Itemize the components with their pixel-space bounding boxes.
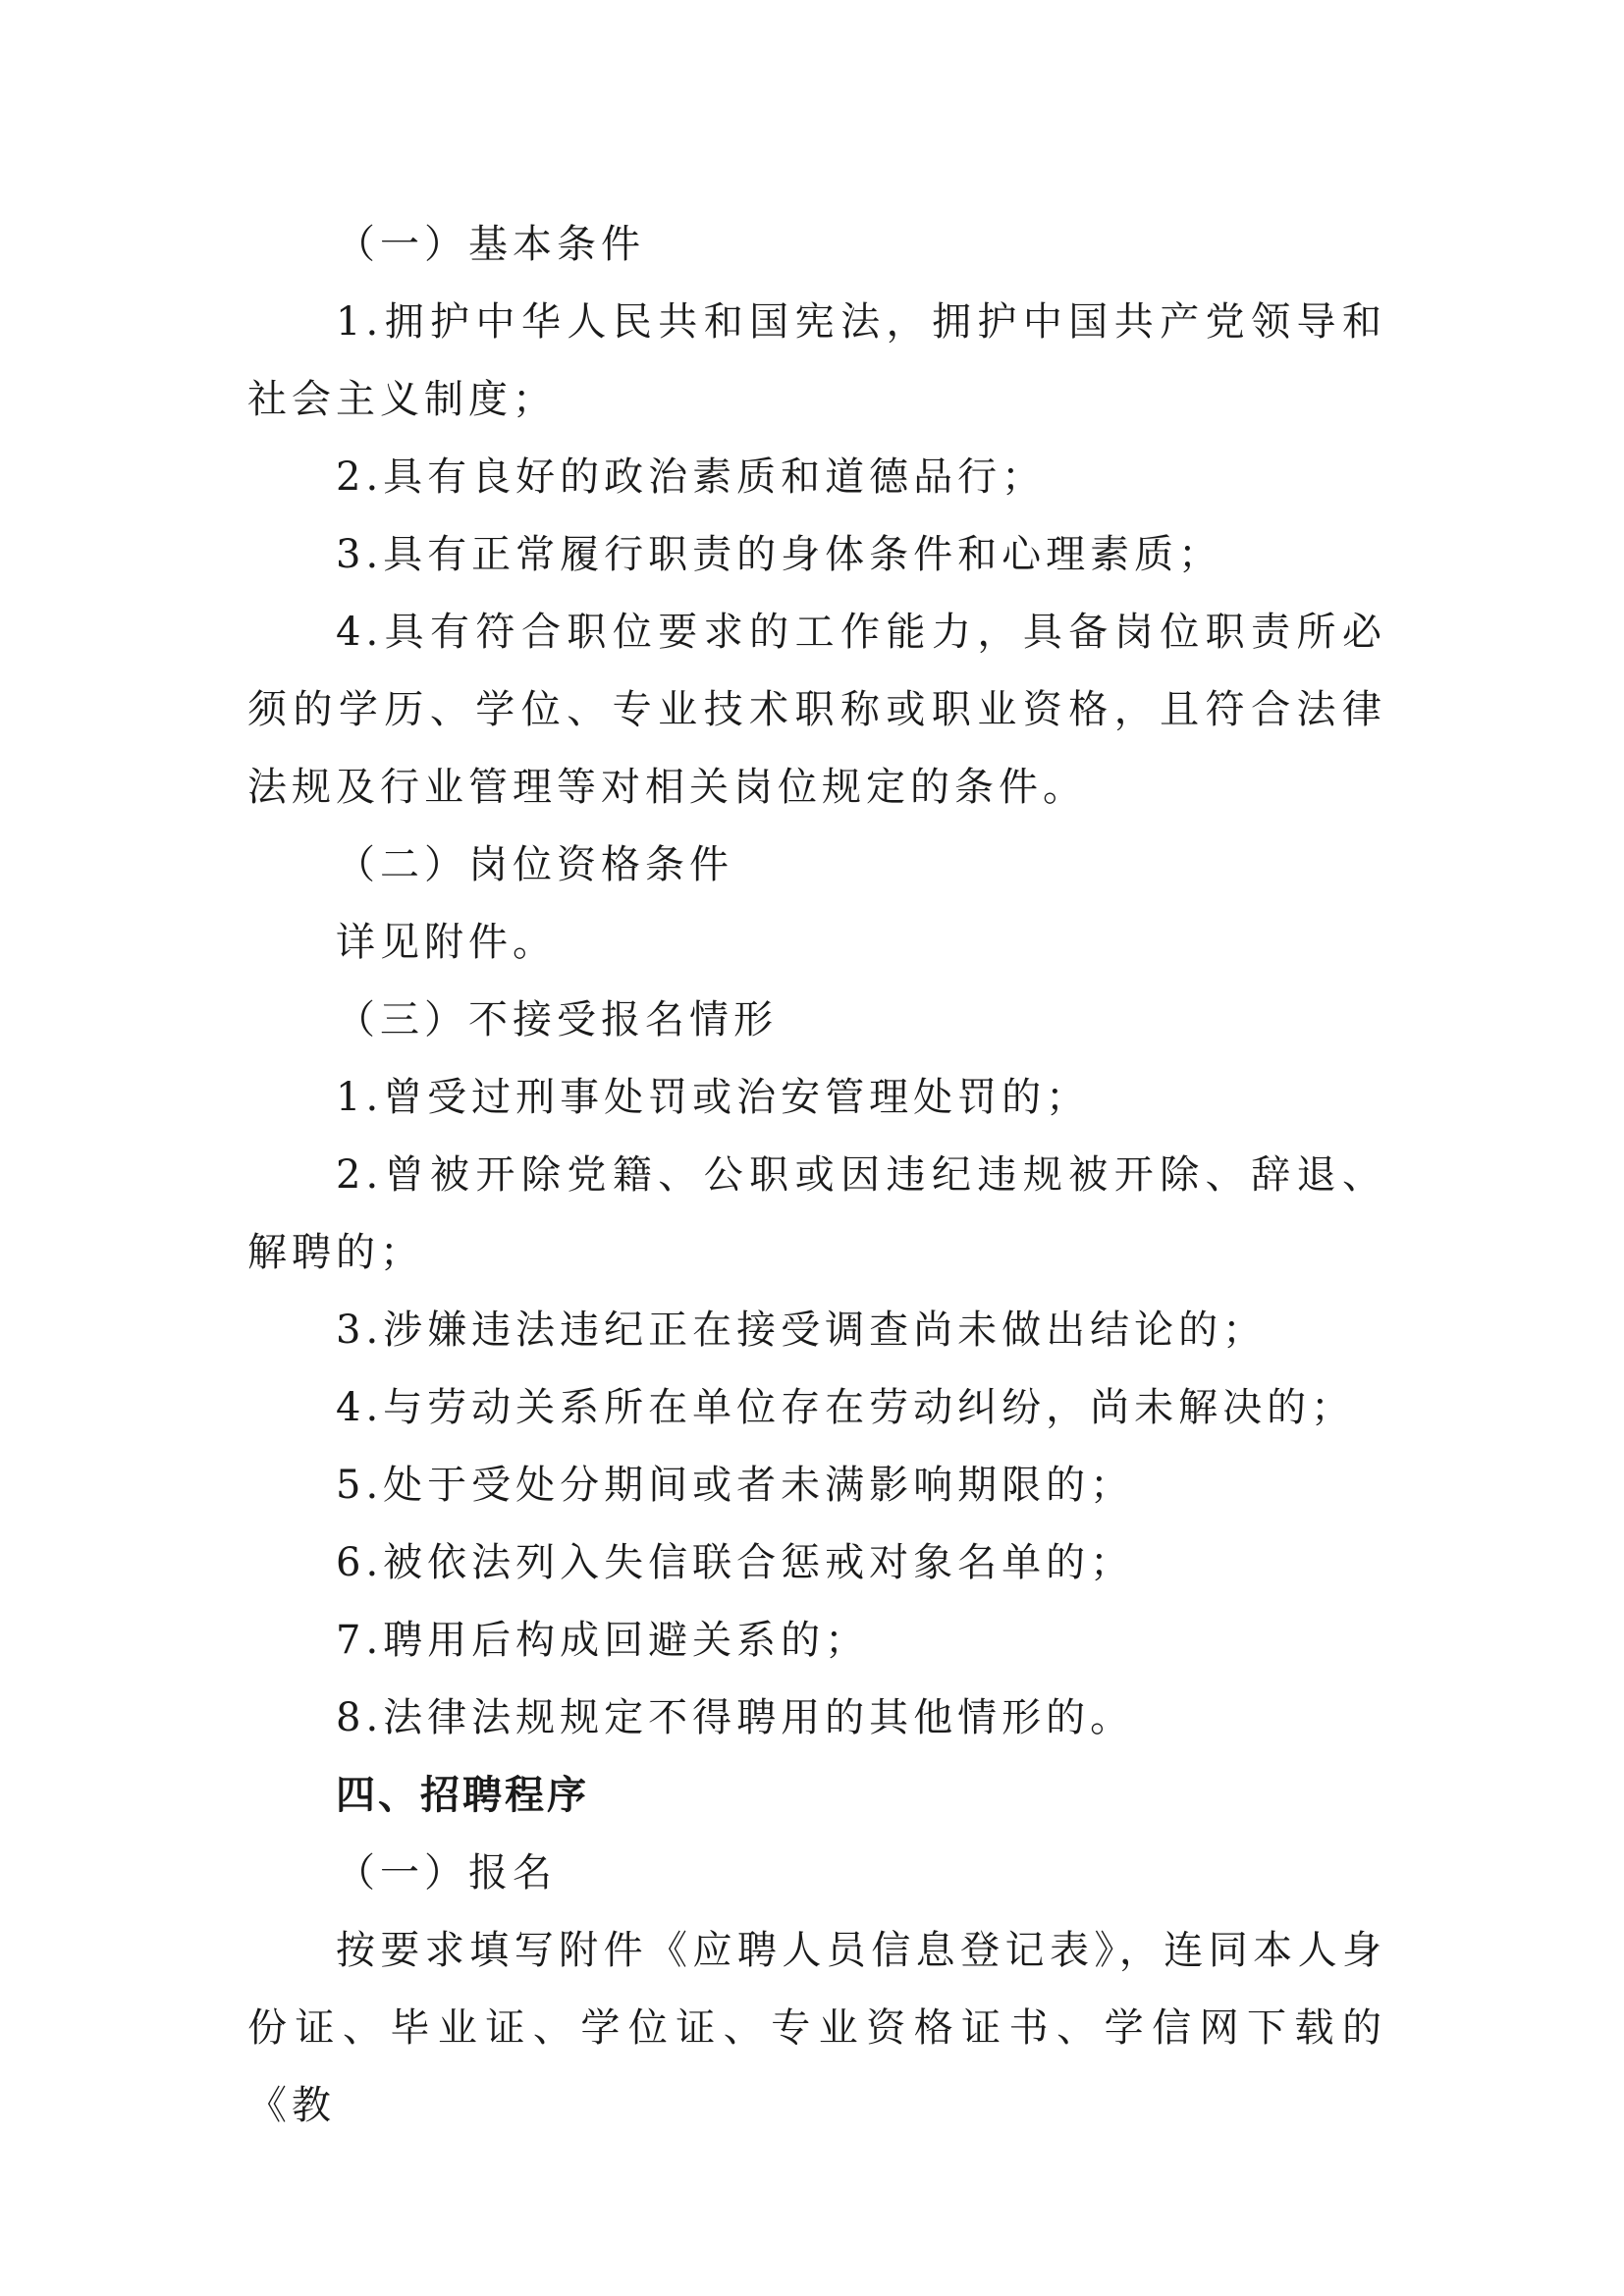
paragraph-exclusion-3: 3.涉嫌违法违纪正在接受调查尚未做出结论的； <box>336 1308 1268 1353</box>
paragraph-see-attachment: 详见附件。 <box>336 920 557 965</box>
paragraph-exclusion-1: 1.曾受过刑事处罚或治安管理处罚的； <box>336 1075 1091 1120</box>
paragraph-exclusion-4: 4.与劳动关系所在单位存在劳动纠纷，尚未解决的； <box>336 1385 1356 1430</box>
paragraph-exclusion-6: 6.被依法列入失信联合惩戒对象名单的； <box>336 1540 1135 1585</box>
paragraph-exclusion-7: 7.聘用后构成回避关系的； <box>336 1618 870 1663</box>
paragraph-exclusion-2: 2.曾被开除党籍、公职或因违纪违规被开除、辞退、解聘的； <box>247 1152 1386 1275</box>
subheading-position-qualifications: （二）岗位资格条件 <box>336 842 733 887</box>
paragraph-condition-3: 3.具有正常履行职责的身体条件和心理素质； <box>336 532 1223 577</box>
section-heading-recruitment-procedure: 四、招聘程序 <box>336 1773 589 1818</box>
paragraph-exclusion-8: 8.法律法规规定不得聘用的其他情形的。 <box>336 1695 1135 1740</box>
document-body <box>247 206 1386 2145</box>
paragraph-registration-instructions: 按要求填写附件《应聘人员信息登记表》，连同本人身份证、毕业证、学位证、专业资格证书、学信网下载的《教 <box>247 1928 1386 2128</box>
subheading-exclusions: （三）不接受报名情形 <box>336 997 778 1042</box>
paragraph-exclusion-5: 5.处于受处分期间或者未满影响期限的； <box>336 1463 1135 1508</box>
subheading-basic-conditions: （一）基本条件 <box>336 222 645 267</box>
paragraph-condition-4: 4.具有符合职位要求的工作能力，具备岗位职责所必须的学历、学位、专业技术职称或职业资格，且符合法律法规及行业管理等对相关岗位规定的条件。 <box>247 610 1386 810</box>
paragraph-condition-1: 1.拥护中华人民共和国宪法，拥护中国共产党领导和社会主义制度； <box>247 299 1386 422</box>
subheading-registration: （一）报名 <box>336 1850 557 1896</box>
paragraph-condition-2: 2.具有良好的政治素质和道德品行； <box>336 454 1047 500</box>
